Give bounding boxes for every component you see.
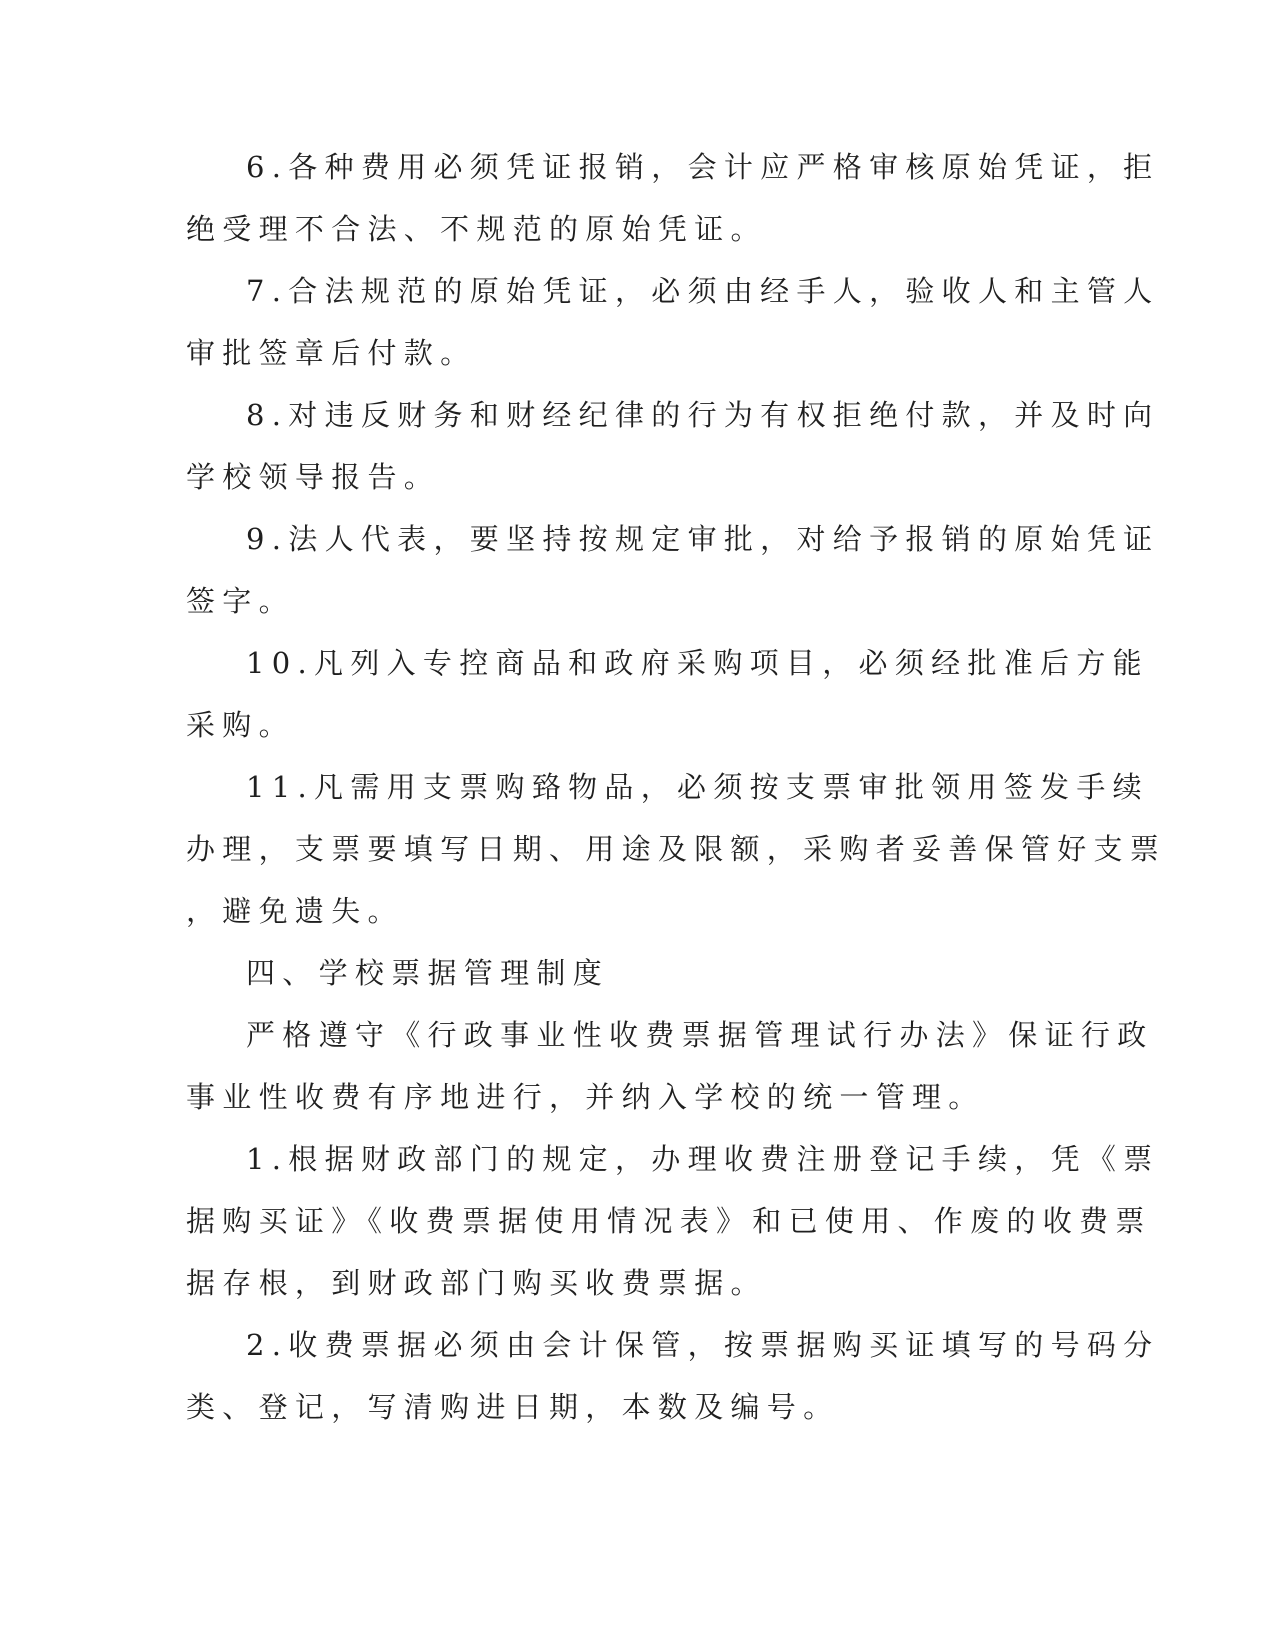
text-line: 学校领导报告。	[186, 460, 441, 494]
text-line: 2.收费票据必须由会计保管，按票据购买证填写的号码分	[246, 1328, 1160, 1362]
text-line: 11.凡需用支票购臵物品，必须按支票审批领用签发手续	[246, 770, 1149, 804]
text-line: 类、登记，写清购进日期，本数及编号。	[186, 1390, 840, 1424]
text-line: 7.合法规范的原始凭证，必须由经手人，验收人和主管人	[246, 274, 1160, 308]
text-line: 采购。	[186, 708, 295, 742]
text-line: ，避免遗失。	[186, 894, 404, 928]
text-line: 签字。	[186, 584, 295, 618]
text-line: 6.各种费用必须凭证报销，会计应严格审核原始凭证，拒	[246, 150, 1160, 184]
document-body	[186, 136, 1167, 1438]
text-line: 据存根，到财政部门购买收费票据。	[186, 1266, 767, 1300]
section-heading: 四、学校票据管理制度	[246, 956, 610, 990]
text-line: 10.凡列入专控商品和政府采购项目，必须经批准后方能	[246, 646, 1149, 680]
text-line: 1.根据财政部门的规定，办理收费注册登记手续，凭《票	[246, 1142, 1160, 1176]
text-line: 8.对违反财务和财经纪律的行为有权拒绝付款，并及时向	[246, 398, 1160, 432]
text-line: 绝受理不合法、不规范的原始凭证。	[186, 212, 767, 246]
text-line: 据购买证》《收费票据使用情况表》和已使用、作废的收费票	[186, 1204, 1152, 1238]
text-line: 严格遵守《行政事业性收费票据管理试行办法》保证行政	[246, 1018, 1154, 1052]
text-line: 审批签章后付款。	[186, 336, 477, 370]
text-line: 9.法人代表，要坚持按规定审批，对给予报销的原始凭证	[246, 522, 1160, 556]
text-line: 办理，支票要填写日期、用途及限额，采购者妥善保管好支票	[186, 832, 1167, 866]
text-line: 事业性收费有序地进行，并纳入学校的统一管理。	[186, 1080, 985, 1114]
